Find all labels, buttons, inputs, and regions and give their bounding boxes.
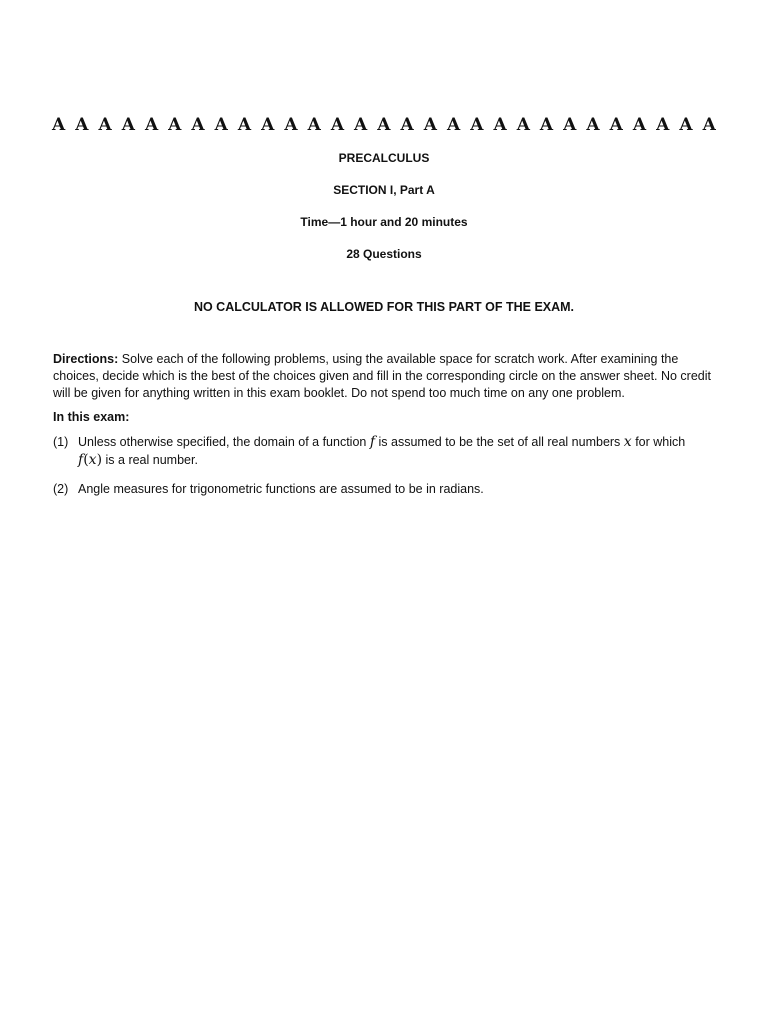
section-letter: A (446, 115, 461, 135)
note-text: for which (635, 435, 686, 449)
section-letter: A (516, 115, 530, 135)
math-function-arg-x: x (88, 452, 97, 468)
section-letter: A (354, 115, 368, 135)
section-letter: A (493, 115, 507, 135)
section-letter: A (470, 115, 484, 135)
section-letter: A (52, 115, 66, 135)
section-letter: A (75, 115, 89, 135)
note-text: is a real number. (105, 453, 198, 467)
section-letter: A (214, 115, 228, 135)
note-body: Angle measures for trigonometric functions are assumed to be in radians. (78, 482, 484, 496)
section-letter: A (400, 115, 414, 135)
note-body (78, 433, 717, 469)
note-text: Unless otherwise specified, the domain of a function (78, 435, 367, 449)
section-letter: A (261, 115, 275, 135)
section-letter: A (191, 115, 205, 135)
math-function-f: f (78, 452, 84, 468)
section-title: SECTION I, Part A (333, 183, 435, 197)
section-letter: A (377, 115, 391, 135)
exam-notes-heading: In this exam: (53, 410, 130, 424)
math-variable-f: f (369, 434, 376, 450)
calculator-notice: NO CALCULATOR IS ALLOWED FOR THIS PART OF THE EXAM. (193, 300, 575, 314)
exam-note-2 (53, 480, 717, 498)
directions-text: Solve each of the following problems, using the available space for scratch work. After examining the choices, decide which is the best of the choices given and fill in the corresponding circle on the answer sheet. No credit will be given for anything written in this exam booklet. Do not spend too much time on any one problem. (53, 352, 712, 400)
math-variable-x: x (623, 434, 632, 450)
section-letter: A (679, 115, 693, 135)
math-paren-close: ) (96, 452, 103, 468)
directions-label: Directions: (53, 352, 119, 366)
subject-title: PRECALCULUS (338, 151, 430, 165)
section-letter: A (702, 115, 716, 135)
section-letter: A (632, 115, 647, 135)
section-letter: A (284, 115, 298, 135)
section-letter: A (98, 115, 112, 135)
time-limit: Time—1 hour and 20 minutes (300, 215, 468, 229)
note-number: (1) (53, 435, 69, 449)
section-letter: A (144, 115, 159, 135)
question-count: 28 Questions (346, 247, 422, 261)
section-letter: A (609, 115, 623, 135)
section-letter: A (330, 115, 345, 135)
math-paren-open: ( (83, 452, 89, 468)
section-letter: A (423, 115, 437, 135)
exam-note-1 (53, 433, 717, 469)
section-letter: A (563, 115, 577, 135)
section-letter: A (237, 115, 252, 135)
section-letter: A (539, 115, 554, 135)
note-number: (2) (53, 482, 69, 496)
note-text: is assumed to be the set of all real numbers (378, 435, 621, 449)
section-letter: A (121, 115, 135, 135)
section-letter: A (307, 115, 321, 135)
section-letter: A (168, 115, 182, 135)
section-letter: A (586, 115, 600, 135)
section-letter: A (656, 115, 670, 135)
section-letter-banner (52, 114, 716, 136)
directions-paragraph (53, 351, 717, 402)
